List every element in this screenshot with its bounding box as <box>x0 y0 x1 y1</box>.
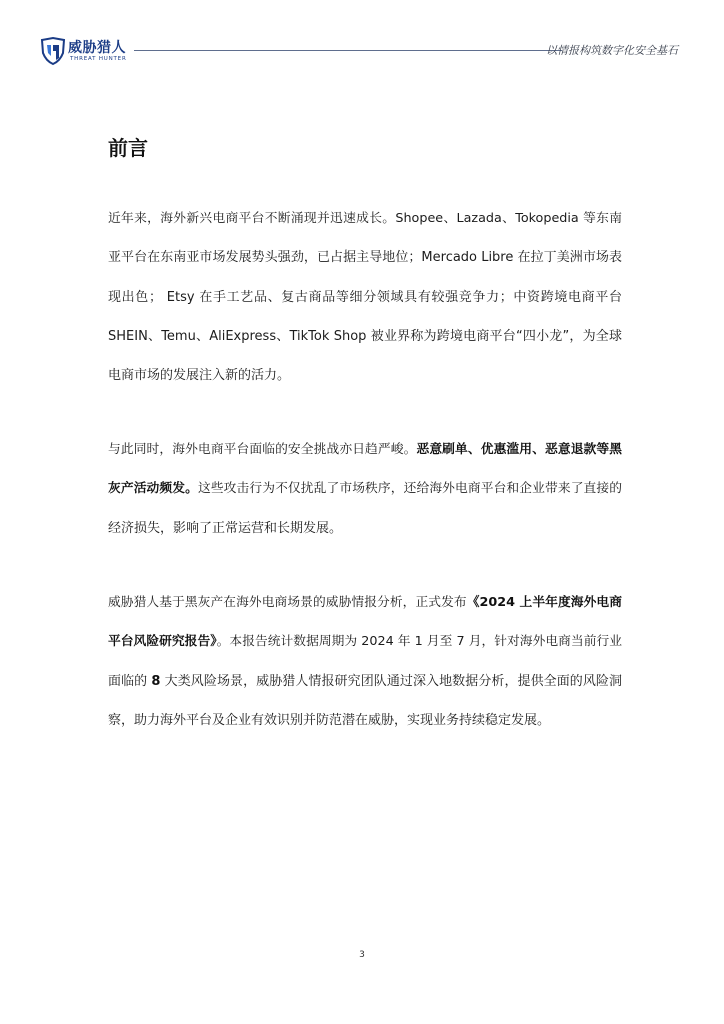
page-title: 前言 <box>108 136 148 160</box>
brand-logo <box>38 36 138 68</box>
text-span: 。本报告统计数据周期为 2024 年 1 月至 7 月，针对海外电商当前行业 <box>216 634 622 650</box>
text-line <box>108 469 622 508</box>
text-line <box>108 583 622 622</box>
emphasis-text: 灰产活动频发。 <box>108 481 198 497</box>
text-span: 大类风险场景，威胁猎人情报研究团队通过深入地数据分析，提供全面的风险洞 <box>160 673 622 689</box>
report-title-text: 《2024 上半年度海外电商 <box>466 595 622 610</box>
text-line <box>108 662 622 701</box>
text-line: SHEIN、Temu、AliExpress、TikTok Shop 被业界称为跨境电商平台“四小龙”，为全球 <box>108 328 622 344</box>
paragraph-report <box>108 583 622 740</box>
page-header <box>38 36 684 68</box>
text-span: 与此同时，海外电商平台面临的安全挑战亦日趋严峻。 <box>108 442 417 457</box>
text-span: 威胁猎人基于黑灰产在海外电商场景的威胁情报分析，正式发布 <box>108 595 467 610</box>
text-span: 面临的 <box>108 673 152 689</box>
text-line: 现出色； Etsy 在手工艺品、复古商品等细分领域具有较强竞争力；中资跨境电商平台 <box>108 289 622 305</box>
emphasis-text: 恶意刷单、优惠滥用、恶意退款等黑 <box>416 442 623 457</box>
shield-logo-icon <box>38 36 68 66</box>
logo-subtitle: THREAT HUNTER <box>70 56 127 62</box>
header-rule <box>134 50 562 51</box>
text-line: 经济损失，影响了正常运营和长期发展。 <box>108 520 343 536</box>
page-number: 3 <box>359 950 365 960</box>
report-title-text: 平台风险研究报告》 <box>108 634 217 650</box>
header-tagline: 以情报构筑数字化安全基石 <box>546 44 678 57</box>
text-line: 电商市场的发展注入新的活力。 <box>108 368 291 384</box>
paragraph-risks <box>108 430 622 548</box>
emphasis-text: 8 <box>151 673 161 689</box>
paragraph-intro <box>108 199 622 395</box>
logo-name: 威胁猎人 <box>68 40 126 56</box>
text-line: 亚平台在东南亚市场发展势头强劲，已占据主导地位；Mercado Libre 在拉丁美洲市场表 <box>108 250 622 266</box>
text-line <box>108 430 622 469</box>
text-line <box>108 622 622 661</box>
text-line: 察，助力海外平台及企业有效识别并防范潜在威胁，实现业务持续稳定发展。 <box>108 712 551 728</box>
text-span: 这些攻击行为不仅扰乱了市场秩序，还给海外电商平台和企业带来了直接的 <box>197 481 622 497</box>
text-line: 近年来，海外新兴电商平台不断涌现并迅速成长。Shopee、Lazada、Tokopedia 等东南 <box>108 211 622 226</box>
